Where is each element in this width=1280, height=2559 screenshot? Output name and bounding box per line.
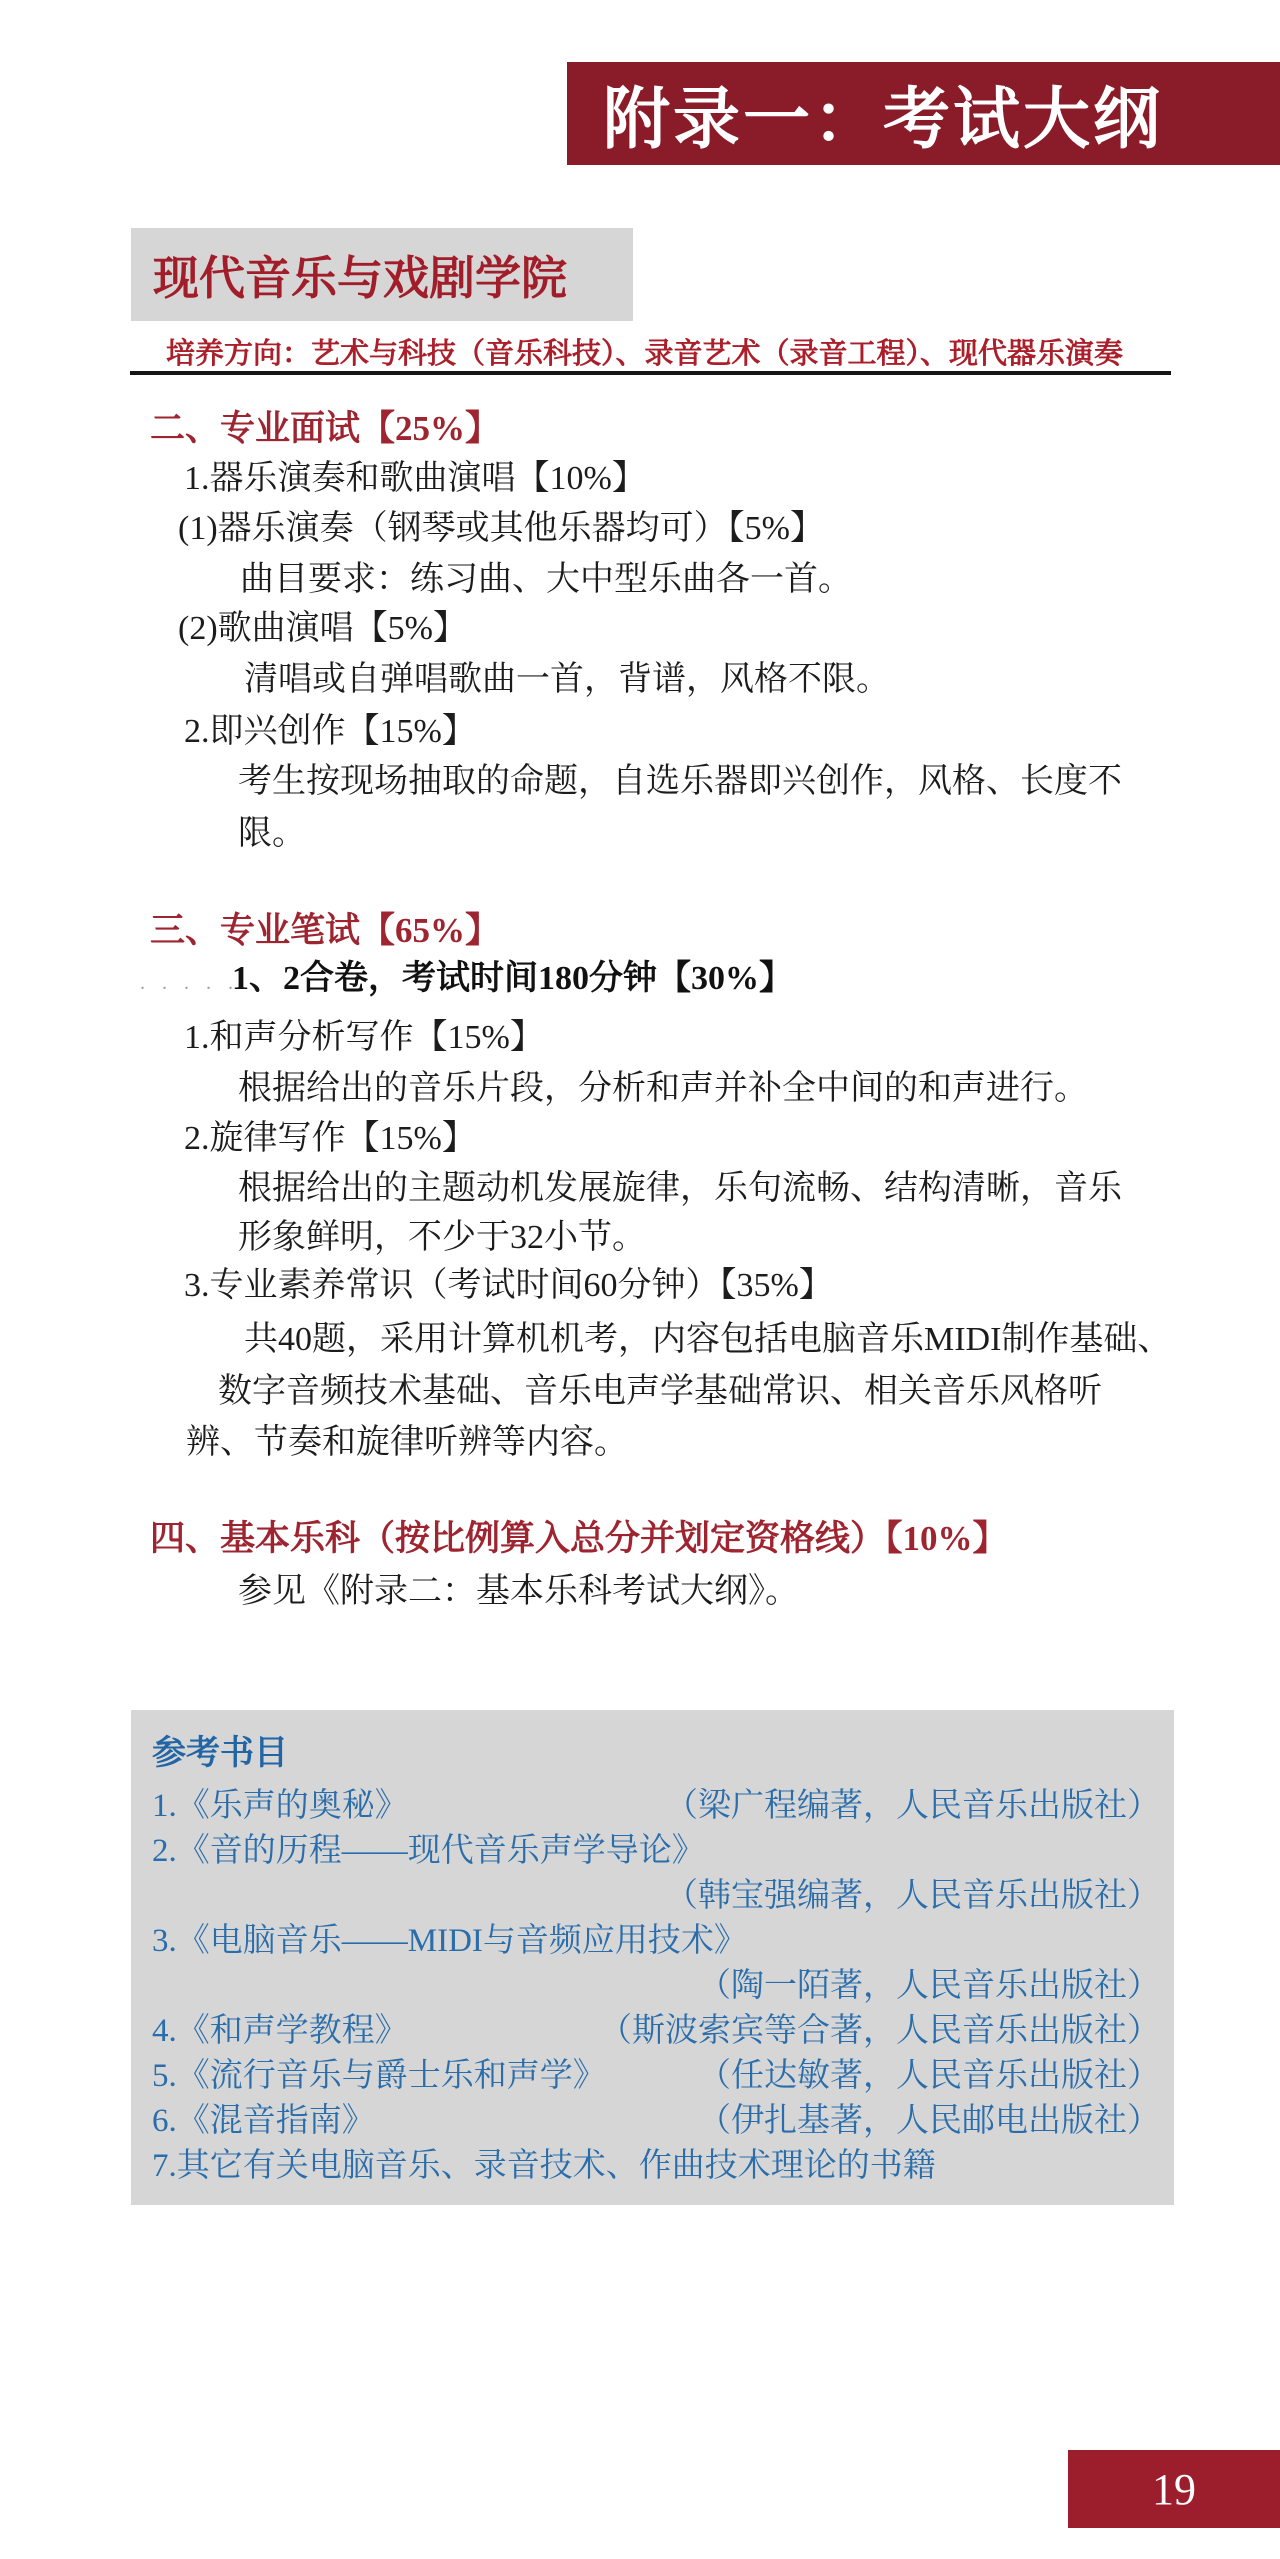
reference-row <box>152 1919 1160 1964</box>
book-publisher: （韩宝强编著，人民音乐出版社） <box>665 1878 1160 1914</box>
body-line: 形象鲜明，不少于32小节。 <box>238 1219 646 1256</box>
body-line: 数字音频技术基础、音乐电声学基础常识、相关音乐风格听 <box>218 1373 1102 1410</box>
body-line: 根据给出的主题动机发展旋律，乐句流畅、结构清晰，音乐 <box>238 1170 1122 1207</box>
page-number: 19 <box>1152 2464 1196 2514</box>
reference-books-heading: 参考书目 <box>152 1735 288 1772</box>
book-title: 5.《流行音乐与爵士乐和声学》 <box>152 2058 606 2094</box>
body-line: 2.旋律写作【15%】 <box>184 1120 476 1157</box>
body-line: 限。 <box>238 815 306 852</box>
body-line: 参见《附录二：基本乐科考试大纲》。 <box>238 1573 799 1610</box>
book-publisher: （梁广程编著，人民音乐出版社） <box>665 1788 1160 1824</box>
body-line: 3.专业素养常识（考试时间60分钟）【35%】 <box>184 1267 833 1304</box>
body-line: 考生按现场抽取的命题，自选乐器即兴创作，风格、长度不 <box>238 763 1122 800</box>
body-line: (1)器乐演奏（钢琴或其他乐器均可）【5%】 <box>178 510 824 547</box>
body-line: (2)歌曲演唱【5%】 <box>178 610 467 647</box>
college-name: 现代音乐与戏剧学院 <box>153 252 567 304</box>
body-line-bold: 1、2合卷，考试时间180分钟【30%】 <box>232 960 793 997</box>
body-line: 1.器乐演奏和歌曲演唱【10%】 <box>184 460 646 497</box>
book-publisher: （陶一陌著，人民音乐出版社） <box>698 1968 1160 2004</box>
body-line: 1.和声分析写作【15%】 <box>184 1019 544 1056</box>
reference-row <box>152 2009 1160 2054</box>
training-direction: 培养方向：艺术与科技（音乐科技）、录音艺术（录音工程）、现代器乐演奏 <box>166 338 1124 370</box>
book-title: 4.《和声学教程》 <box>152 2013 408 2049</box>
reference-row <box>152 1964 1160 2009</box>
reference-row <box>152 2144 1160 2189</box>
appendix-banner <box>567 62 1280 165</box>
page-number-box <box>1068 2450 1280 2528</box>
body-line: 辨、节奏和旋律听辨等内容。 <box>186 1424 628 1461</box>
appendix-banner-title: 附录一：考试大纲 <box>603 82 1163 157</box>
book-title: 2.《音的历程——现代音乐声学导论》 <box>152 1833 705 1869</box>
college-name-box <box>131 228 633 321</box>
reference-row <box>152 1784 1160 1829</box>
section-heading-written-exam: 三、专业笔试【65%】 <box>150 911 501 950</box>
body-line: 曲目要求：练习曲、大中型乐曲各一首。 <box>240 561 852 598</box>
section-heading-interview: 二、专业面试【25%】 <box>150 409 501 448</box>
book-title: 1.《乐声的奥秘》 <box>152 1788 408 1824</box>
book-title: 6.《混音指南》 <box>152 2103 375 2139</box>
book-publisher: （伊扎基著，人民邮电出版社） <box>698 2103 1160 2139</box>
body-line: 根据给出的音乐片段，分析和声并补全中间的和声进行。 <box>238 1070 1088 1107</box>
horizontal-rule <box>130 371 1171 375</box>
body-line: 清唱或自弹唱歌曲一首，背谱，风格不限。 <box>244 661 890 698</box>
book-title: 7.其它有关电脑音乐、录音技术、作曲技术理论的书籍 <box>152 2148 936 2184</box>
body-line: 2.即兴创作【15%】 <box>184 713 476 750</box>
section-heading-basic-music: 四、基本乐科（按比例算入总分并划定资格线）【10%】 <box>150 1519 1008 1558</box>
leader-dots: . . . . . <box>140 972 239 994</box>
reference-row <box>152 1829 1160 1874</box>
book-publisher: （任达敏著，人民音乐出版社） <box>698 2058 1160 2094</box>
reference-books-box <box>131 1710 1174 2205</box>
reference-row <box>152 2099 1160 2144</box>
reference-row <box>152 1874 1160 1919</box>
reference-row <box>152 2054 1160 2099</box>
book-publisher: （斯波索宾等合著，人民音乐出版社） <box>599 2013 1160 2049</box>
body-line: 共40题，采用计算机机考，内容包括电脑音乐MIDI制作基础、 <box>244 1321 1172 1358</box>
book-title: 3.《电脑音乐——MIDI与音频应用技术》 <box>152 1923 747 1959</box>
